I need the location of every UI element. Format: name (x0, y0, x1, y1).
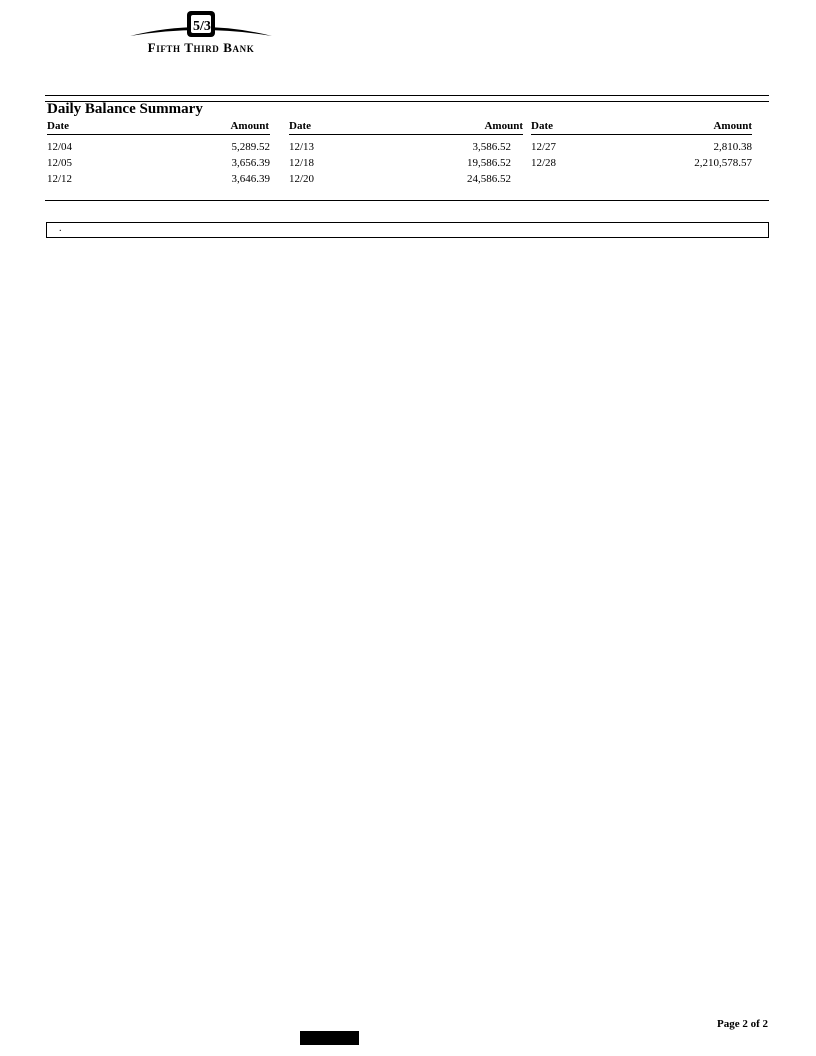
section-rule-bottom (45, 200, 769, 201)
balance-row (531, 141, 752, 157)
balance-row (289, 141, 523, 157)
balance-amount: 2,210,578.57 (694, 157, 752, 169)
date-header: Date (531, 120, 553, 132)
bank-logo (126, 8, 276, 58)
balance-column-2 (289, 120, 523, 189)
column-header (47, 120, 270, 135)
balance-row (289, 157, 523, 173)
date-header: Date (289, 120, 311, 132)
balance-date: 12/28 (531, 157, 557, 169)
balance-date: 12/04 (47, 141, 73, 153)
balance-date: 12/27 (531, 141, 557, 153)
amount-header: Amount (484, 120, 523, 132)
balance-amount: 3,656.39 (231, 157, 270, 169)
fifth-third-logo-icon (126, 8, 276, 42)
balance-date: 12/20 (289, 173, 315, 185)
balance-row (47, 157, 270, 173)
balance-amount: 2,810.38 (713, 141, 752, 153)
balance-date: 12/12 (47, 173, 73, 185)
amount-header: Amount (713, 120, 752, 132)
column-header (531, 120, 752, 135)
balance-column-1 (47, 120, 270, 189)
note-text: . (59, 223, 62, 234)
column-header (289, 120, 523, 135)
balance-date: 12/05 (47, 157, 73, 169)
section-title: Daily Balance Summary (47, 101, 203, 117)
balance-amount: 19,586.52 (467, 157, 511, 169)
balance-amount: 24,586.52 (467, 173, 511, 185)
balance-column-3 (531, 120, 752, 173)
balance-date: 12/18 (289, 157, 315, 169)
note-box (46, 222, 769, 238)
balance-row (47, 173, 270, 189)
date-header: Date (47, 120, 69, 132)
balance-amount: 5,289.52 (231, 141, 270, 153)
balance-amount: 3,586.52 (472, 141, 511, 153)
redaction-bar (300, 1031, 359, 1045)
balance-amount: 3,646.39 (231, 173, 270, 185)
balance-row (289, 173, 523, 189)
balance-row (47, 141, 270, 157)
svg-text:5/3: 5/3 (193, 19, 211, 34)
balance-row (531, 157, 752, 173)
bank-name: Fifth Third Bank (147, 40, 255, 55)
balance-date: 12/13 (289, 141, 315, 153)
amount-header: Amount (230, 120, 269, 132)
page-number: Page 2 of 2 (716, 1018, 768, 1030)
